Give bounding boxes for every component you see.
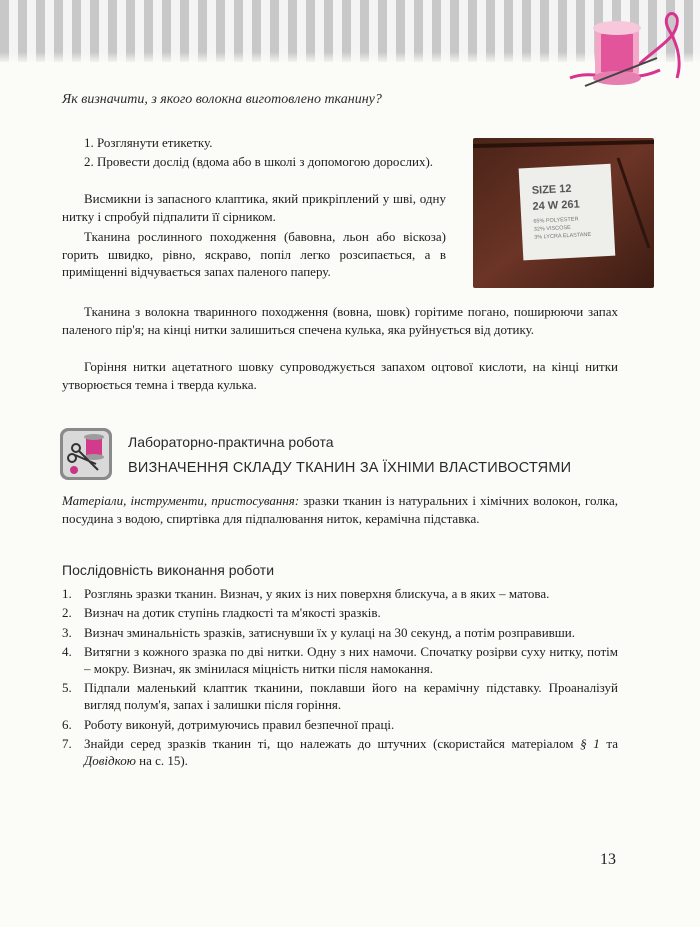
intro-step-1: 1. Розглянути етикетку. bbox=[84, 135, 213, 150]
lab-work-kind: Лабораторно-практична робота bbox=[128, 434, 334, 450]
list-item: 2. Визнач на дотик ступінь гладкості та м'якості зразків. bbox=[62, 605, 381, 621]
materials-label: Матеріали, інструменти, пристосування: bbox=[62, 493, 300, 508]
paragraph-acetate-silk: Горіння нитки ацетатного шовку супроводжується запахом оцтової кислоти, на кінці нитки утворюється темна і тверда кулька. bbox=[62, 359, 618, 392]
label-code: 24 W 261 bbox=[532, 198, 580, 213]
label-composition-1: 65% POLYESTER bbox=[533, 216, 579, 225]
paragraph-animal-fibre: Тканина з волокна тваринного походження (вовна, шовк) горітиме погано, поширюючи запах паленого пір'я; на кінці нитки залишиться спечена кулька, яка руйнується від дотику. bbox=[62, 304, 618, 337]
question-heading: Як визначити, з якого волокна виготовлено тканину? bbox=[62, 92, 382, 107]
list-item: 1. Розглянь зразки тканин. Визнач, у яких із них поверхня блискуча, а в яких – матова. bbox=[62, 586, 550, 601]
materials-text: зразки тканин із натуральних і хімічних волокон, голка, посудина з водою, спиртівка для підпалювання ниток, керамічна підставка. bbox=[62, 493, 618, 526]
list-item: 7. Знайди серед зразків тканин ті, що належать до штучних (скористайся матеріалом § 1 та Довідкою на с. 15). bbox=[62, 735, 618, 768]
sequence-heading: Послідовність виконання роботи bbox=[62, 562, 275, 578]
thread-spool-icon bbox=[565, 8, 685, 96]
steps-list bbox=[62, 586, 618, 772]
list-item: 5. Підпали маленький клаптик тканини, поклавши його на керамічну підставку. Проаналізуй вигляд полум'я, запах і залишки після горіння. bbox=[62, 680, 618, 713]
label-size: SIZE 12 bbox=[531, 182, 572, 197]
clothing-label-photo bbox=[473, 138, 654, 288]
lab-work-title: ВИЗНАЧЕННЯ СКЛАДУ ТКАНИН ЗА ЇХНІМИ ВЛАСТИВОСТЯМИ bbox=[128, 460, 572, 476]
sewing-tools-icon bbox=[60, 428, 112, 480]
label-composition-3: 3% LYCRA ELASTANE bbox=[534, 231, 592, 241]
label-composition-2: 32% VISCOSE bbox=[533, 224, 571, 233]
intro-paragraph-plant-fibre: Тканина рослинного походження (бавовна, льон або віскоза) горить швидко, рівно, яскраво, попіл легко розсипається, а в приміщенні відчувається запах паленого паперу. bbox=[62, 229, 446, 280]
materials-paragraph bbox=[62, 492, 618, 528]
intro-step-2: 2. Провести дослід (вдома або в школі з допомогою дорослих). bbox=[84, 154, 434, 169]
page-number: 13 bbox=[600, 851, 616, 868]
list-item: 6. Роботу виконуй, дотримуючись правил безпечної праці. bbox=[62, 716, 395, 732]
intro-paragraph-pull-thread: Висмикни із запасного клаптика, який прикріплений у шві, одну нитку і спробуй підпалити її сірником. bbox=[62, 191, 446, 224]
list-item: 3. Визнач зминальність зразків, затиснувши їх у кулаці на 30 секунд, а потім розправивши. bbox=[62, 624, 576, 640]
list-item: 4. Витягни з кожного зразка по дві нитки. Одну з них намочи. Спочатку розірви суху нитку, потім – мокру. Визнач, як змінилася міцність нитки після намокання. bbox=[62, 644, 618, 676]
